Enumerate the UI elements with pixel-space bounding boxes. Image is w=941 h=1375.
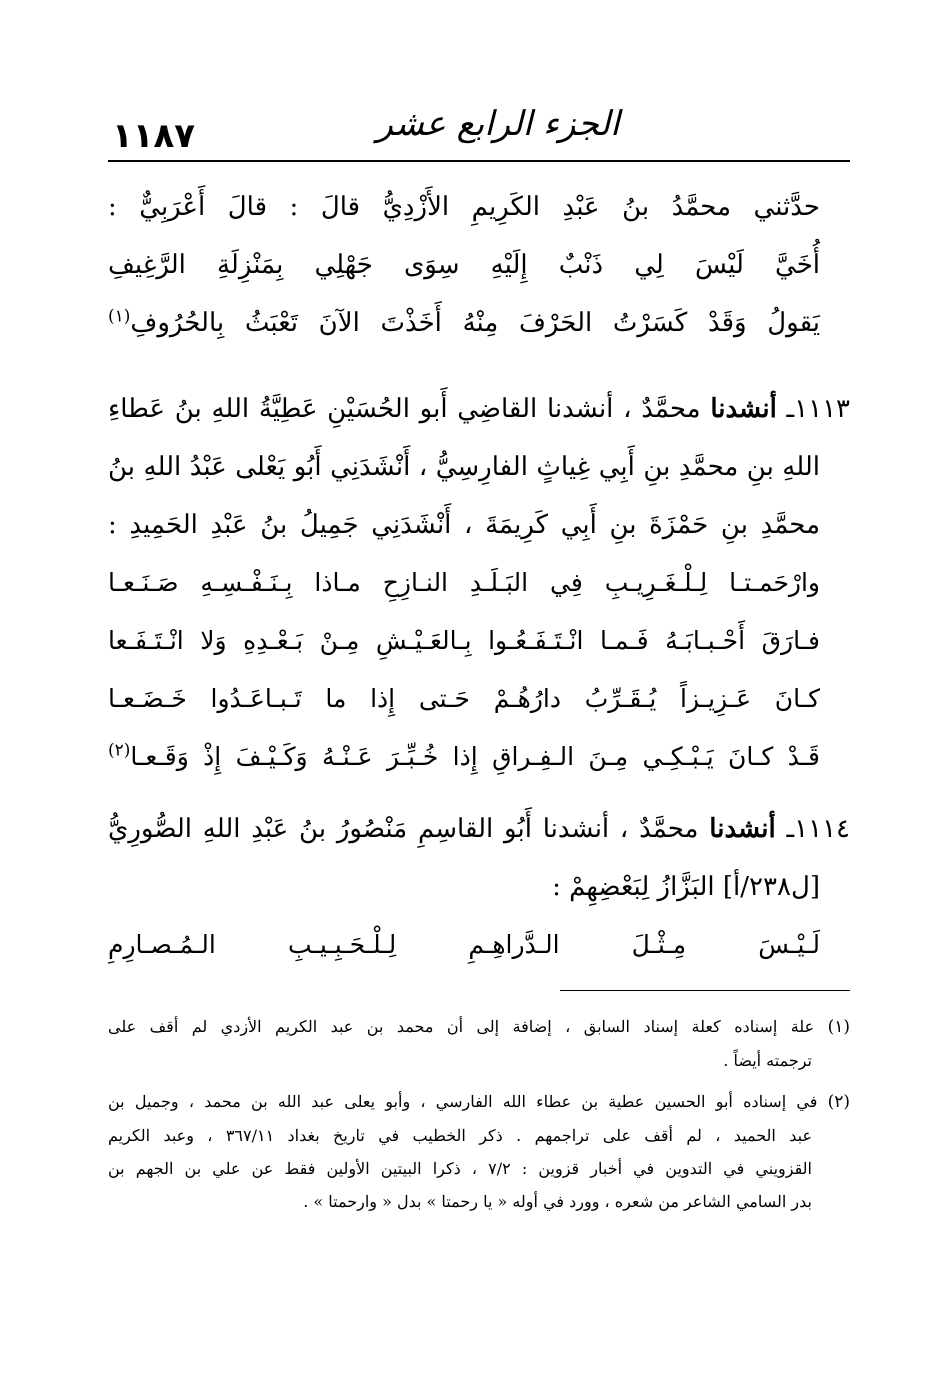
footnote-ref-2: (٢) [108,740,131,761]
entry-number: ١١١٣ـ [786,394,850,424]
entry-keyword: أنشدنا [710,394,777,424]
entry-keyword: أنشدنا [709,814,776,844]
verse-line: لَـيْـسَ مِـثْـلَ الـدَّراهِـمِ لِـلْـحَـبِـيـبِ الـمُـصـارِمِ [108,930,820,959]
header-rule [108,160,850,162]
verse-line [108,294,850,352]
entry-line: اللهِ بنِ محمَّدِ بنِ أَبِي غِياثٍ الفارِسِيُّ ، أَنْشَدَنِي أَبُو يَعْلى عَبْدُ اللهِ بنُ [108,452,820,482]
footnote-line: ترجمته أيضاً . [723,1051,812,1070]
footnote-line [108,1010,850,1044]
verse-line: كـانَ عَـزِيـزاً يُـقَـرِّبُ دارُهُـمْ حَـتى إِذا ما تَـبـاعَـدُوا خَـضَـعـا [108,684,820,713]
entry-first-line [108,800,850,858]
entry-line: محمَّدِ بنِ حَمْزَةَ بنِ أَبِي كَرِيمَةَ ، أَنْشَدَنِي جَمِيلُ بنُ عَبْدِ الحَمِيدِ : [108,510,820,540]
footnote-1 [108,1010,850,1077]
entry-1113 [108,380,850,786]
footnote-line: القزويني في التدوين في أخبار قزوين : ٧/٢ ، ذكرا البيتين الأولين فقط عن علي بن الجهم بن [108,1159,812,1178]
verse-line: فـارَقَ أَحْـبـابَـهُ فَـمـا انْـتَـفَـعُـوا بِـالعَـيْـشِ مِـنْ بَـعْـدِهِ وَلا انْـتَـفَـعا [108,626,820,655]
footnote-line [108,1085,850,1119]
footnote-line: بدر السامي الشاعر من شعره ، وورد في أوله « يا رحمتا » بدل « وارحمتا » . [303,1192,812,1211]
entry-line: [ل٢٣٨/أ] البَزَّازُ لِبَعْضِهِمْ : [552,872,820,902]
entry-first-line [108,380,850,438]
entry-text: محمَّدٌ ، أنشدنا القاضِي أَبو الحُسَيْنِ عَطِيَّةُ اللهِ بنُ عَطاءِ [108,394,701,424]
footnotes [108,1010,850,1226]
footnote-number: (١) [827,1017,850,1037]
running-header [108,100,850,164]
verse-line: أُخَيَّ لَيْسَ لِي ذَنْبٌ إِلَيْهِ سِوَى جَهْلِي بِمَنْزِلَةِ الرَّغِيفِ [108,250,820,280]
page-number: ١١٨٧ [112,116,196,156]
opening-verses [108,178,850,352]
part-title: الجزء الرابع عشر [376,104,620,144]
footnote-ref-1: (١) [108,306,131,327]
footnote-2 [108,1085,850,1218]
entry-1114 [108,800,850,974]
footnote-number: (٢) [827,1092,850,1112]
verse-line [108,728,850,786]
verse-text: قَـدْ كـانَ يَـبْـكِـي مِـنَ الـفِـراقِ إِذا خُـبِّـرَ عَـنْـهُ وَكَـيْـفَ إِذْ وَقَـعـا [130,742,820,771]
footnote-line: عبد الحميد ، لم أقف على تراجمهم . ذكر الخطيب في تاريخ بغداد ٣٦٧/١١ ، وعبد الكريم [108,1126,812,1145]
verse-text: يَقولُ وَقَدْ كَسَرْتُ الحَرْفَ مِنْهُ أَخَذْتَ الآنَ تَعْبَثُ بِالحُرُوفِ [130,308,820,338]
entry-text: محمَّدٌ ، أنشدنا أَبُو القاسِمِ مَنْصُورُ بنُ عَبْدِ اللهِ الصُّورِيُّ [108,814,699,844]
entry-number: ١١١٤ـ [786,814,850,844]
footnote-rule [560,990,850,991]
footnote-text: في إسناده أبو الحسين عطية بن عطاء الله الفارسي ، وأبو يعلى عبد الله بن محمد ، وجميل بن [108,1092,818,1111]
footnote-text: علة إسناده كعلة إسناد السابق ، إضافة إلى أن محمد بن عبد الكريم الأزدي لم أقف على [108,1017,815,1036]
verse-line: وارْحَمـتـا لِـلْـغَـرِيـبِ فِي البَـلَـدِ النـازِحِ مـاذا بِـنَـفْـسِـهِ صَـنَـعـا [108,568,820,597]
narration-line: حدَّثني محمَّدُ بنُ عَبْدِ الكَرِيمِ الأَزْدِيُّ قالَ : قالَ أَعْرَبِيٌّ : [108,192,820,222]
